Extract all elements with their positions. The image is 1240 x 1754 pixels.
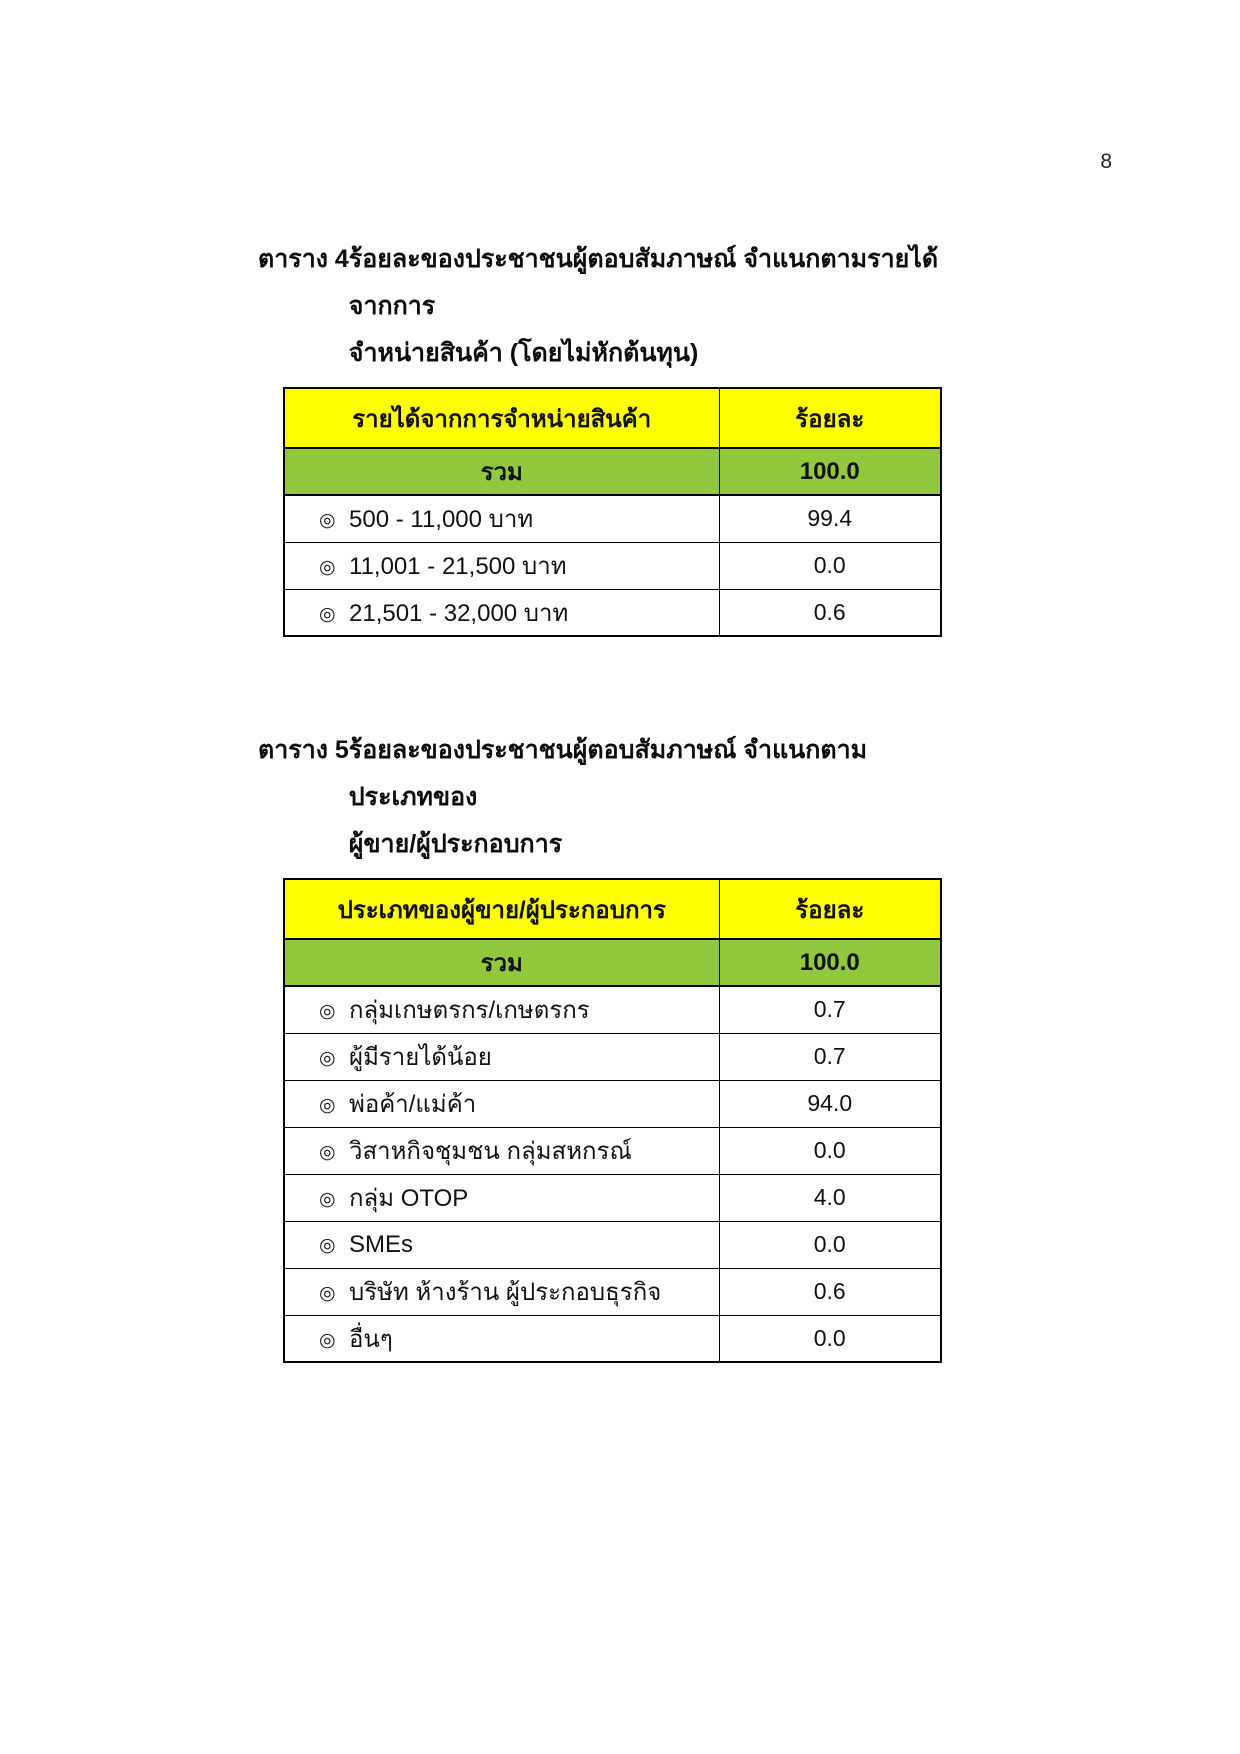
table4-caption-line2: จำหน่ายสินค้า (โดยไม่หักต้นทุน) xyxy=(348,339,699,367)
bullet-icon: ◎ xyxy=(319,1048,336,1069)
bullet-icon: ◎ xyxy=(319,1234,336,1256)
table-row xyxy=(284,589,941,636)
row-value: 0.7 xyxy=(719,1033,941,1080)
row-label: SMEs xyxy=(349,1230,414,1258)
row-label: ผู้มีรายได้น้อย xyxy=(349,1044,492,1071)
row-value: 0.0 xyxy=(719,1127,941,1174)
seller-type-table-header-percent: ร้อยละ xyxy=(719,879,941,939)
table-row xyxy=(284,1315,941,1362)
row-value: 0.7 xyxy=(719,986,941,1033)
table-row xyxy=(284,1268,941,1315)
row-label: อื่นๆ xyxy=(349,1325,393,1353)
income-table-header-row xyxy=(284,388,941,448)
total-value: 100.0 xyxy=(719,448,941,495)
table4-caption-line1: ร้อยละของประชาชนผู้ตอบสัมภาษณ์ จำแนกตามรายได้จากการ xyxy=(348,245,939,320)
table5-caption-label: ตาราง 5 xyxy=(258,736,349,764)
total-label: รวม xyxy=(284,448,719,495)
row-value: 0.6 xyxy=(719,589,941,636)
table5-caption-line2: ผู้ขาย/ผู้ประกอบการ xyxy=(348,830,563,858)
page-content xyxy=(258,236,948,1363)
row-label: บริษัท ห้างร้าน ผู้ประกอบธุรกิจ xyxy=(349,1279,662,1306)
bullet-icon: ◎ xyxy=(319,1283,336,1304)
income-table-total-row xyxy=(284,448,941,495)
table-row xyxy=(284,1127,941,1174)
total-label: รวม xyxy=(284,939,719,986)
income-table-header-category: รายได้จากการจำหน่ายสินค้า xyxy=(284,388,719,448)
bullet-icon: ◎ xyxy=(319,1329,336,1351)
income-table xyxy=(283,387,942,637)
total-value: 100.0 xyxy=(719,939,941,986)
table-row xyxy=(284,1221,941,1268)
table-row xyxy=(284,495,941,542)
table4-caption-label: ตาราง 4 xyxy=(258,245,349,273)
bullet-icon: ◎ xyxy=(319,1142,336,1163)
row-label: 11,001 - 21,500 บาท xyxy=(349,553,567,580)
bullet-icon: ◎ xyxy=(319,1001,336,1023)
row-value: 0.0 xyxy=(719,542,941,589)
table-row xyxy=(284,1033,941,1080)
row-value: 0.6 xyxy=(719,1268,941,1315)
section-gap xyxy=(258,637,948,727)
table-row xyxy=(284,1080,941,1127)
row-label: 500 - 11,000 บาท xyxy=(349,506,534,534)
row-label: กลุ่มเกษตรกร/เกษตรกร xyxy=(349,997,590,1025)
row-value: 4.0 xyxy=(719,1174,941,1221)
table-row xyxy=(284,542,941,589)
table-row xyxy=(284,986,941,1033)
income-table-header-percent: ร้อยละ xyxy=(719,388,941,448)
row-label: พ่อค้า/แม่ค้า xyxy=(349,1091,477,1118)
table5-caption-line1: ร้อยละของประชาชนผู้ตอบสัมภาษณ์ จำแนกตามประเภทของ xyxy=(348,736,868,811)
bullet-icon: ◎ xyxy=(319,1095,336,1116)
seller-type-table-header-row xyxy=(284,879,941,939)
table4-caption xyxy=(258,236,948,377)
row-value: 0.0 xyxy=(719,1221,941,1268)
row-value: 94.0 xyxy=(719,1080,941,1127)
table-row xyxy=(284,1174,941,1221)
table5-caption xyxy=(258,727,948,868)
table5-caption-text xyxy=(349,727,948,868)
row-label: กลุ่ม OTOP xyxy=(349,1185,469,1212)
seller-type-table xyxy=(283,878,942,1363)
seller-type-table-total-row xyxy=(284,939,941,986)
bullet-icon: ◎ xyxy=(319,603,336,625)
row-label: 21,501 - 32,000 บาท xyxy=(349,599,569,627)
row-label: วิสาหกิจชุมชน กลุ่มสหกรณ์ xyxy=(349,1138,632,1165)
row-value: 99.4 xyxy=(719,495,941,542)
bullet-icon: ◎ xyxy=(319,510,336,532)
bullet-icon: ◎ xyxy=(319,1189,336,1210)
row-value: 0.0 xyxy=(719,1315,941,1362)
bullet-icon: ◎ xyxy=(319,557,336,578)
table4-caption-text xyxy=(349,236,948,377)
seller-type-table-header-category: ประเภทของผู้ขาย/ผู้ประกอบการ xyxy=(284,879,719,939)
page-number: 8 xyxy=(1100,150,1112,173)
